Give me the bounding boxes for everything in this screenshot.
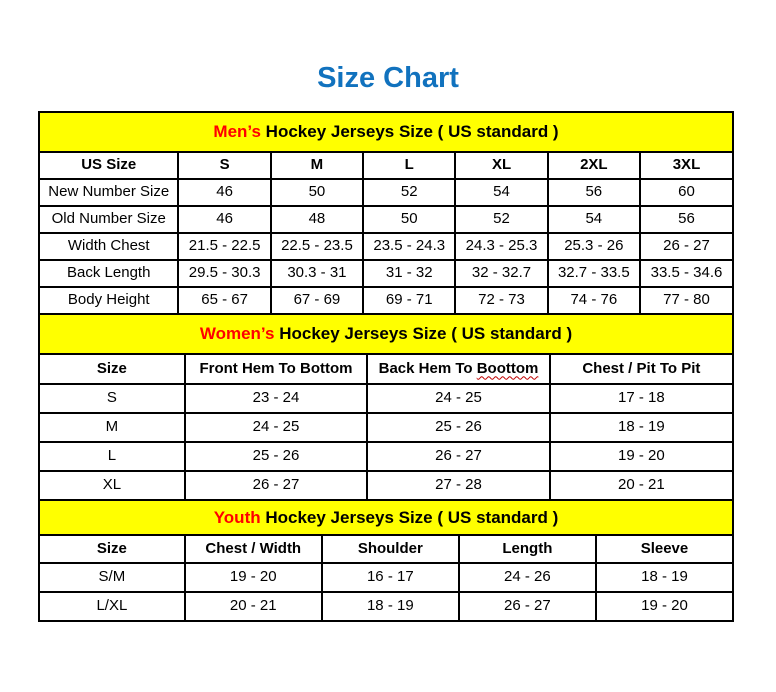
mens-size-value-cell: 56 xyxy=(548,179,640,206)
youth-data-row xyxy=(39,563,733,592)
womens-data-row xyxy=(39,442,733,471)
mens-size-value-cell: 52 xyxy=(363,179,455,206)
mens-row-label: New Number Size xyxy=(39,179,178,206)
mens-header-cell: US Size xyxy=(39,152,178,179)
mens-row-label: Old Number Size xyxy=(39,206,178,233)
youth-section-title xyxy=(39,500,733,535)
mens-size-value-cell: 77 - 80 xyxy=(640,287,733,314)
youth-header-cell: Chest / Width xyxy=(185,535,322,563)
womens-size-table xyxy=(38,313,734,501)
youth-size-value-cell: 19 - 20 xyxy=(185,563,322,592)
misspelled-word: Boottom xyxy=(476,359,539,377)
mens-header-row xyxy=(39,152,733,179)
youth-section-title-highlight: Youth xyxy=(213,507,261,527)
mens-data-row xyxy=(39,287,733,314)
youth-row-label: L/XL xyxy=(39,592,185,621)
mens-size-value-cell: 29.5 - 30.3 xyxy=(178,260,270,287)
youth-size-value-cell: 20 - 21 xyxy=(185,592,322,621)
womens-size-value-cell: 25 - 26 xyxy=(185,442,368,471)
mens-size-value-cell: 56 xyxy=(640,206,733,233)
mens-size-value-cell: 30.3 - 31 xyxy=(271,260,363,287)
mens-header-cell: L xyxy=(363,152,455,179)
mens-size-value-cell: 25.3 - 26 xyxy=(548,233,640,260)
womens-data-row xyxy=(39,471,733,500)
youth-header-cell: Length xyxy=(459,535,596,563)
mens-size-value-cell: 74 - 76 xyxy=(548,287,640,314)
youth-header-row xyxy=(39,535,733,563)
womens-size-value-cell: 27 - 28 xyxy=(367,471,550,500)
mens-size-value-cell: 32 - 32.7 xyxy=(455,260,547,287)
womens-header-cell: Front Hem To Bottom xyxy=(185,354,368,384)
womens-data-row xyxy=(39,384,733,413)
mens-header-cell: 3XL xyxy=(640,152,733,179)
mens-size-value-cell: 26 - 27 xyxy=(640,233,733,260)
size-tables xyxy=(38,111,734,622)
mens-data-row xyxy=(39,179,733,206)
womens-size-value-cell: 17 - 18 xyxy=(550,384,733,413)
mens-header-cell: XL xyxy=(455,152,547,179)
mens-size-value-cell: 65 - 67 xyxy=(178,287,270,314)
mens-size-value-cell: 31 - 32 xyxy=(363,260,455,287)
mens-size-value-cell: 54 xyxy=(548,206,640,233)
womens-size-value-cell: 26 - 27 xyxy=(367,442,550,471)
mens-section-title-rest: Hockey Jerseys Size ( US standard ) xyxy=(260,122,559,142)
mens-size-value-cell: 72 - 73 xyxy=(455,287,547,314)
mens-row-label: Width Chest xyxy=(39,233,178,260)
womens-band-row xyxy=(39,314,733,354)
youth-header-cell: Shoulder xyxy=(322,535,459,563)
mens-size-value-cell: 69 - 71 xyxy=(363,287,455,314)
youth-header-cell: Sleeve xyxy=(596,535,733,563)
youth-size-value-cell: 18 - 19 xyxy=(596,563,733,592)
mens-size-value-cell: 50 xyxy=(271,179,363,206)
youth-data-row xyxy=(39,592,733,621)
mens-row-label: Body Height xyxy=(39,287,178,314)
mens-data-row xyxy=(39,206,733,233)
mens-size-value-cell: 24.3 - 25.3 xyxy=(455,233,547,260)
mens-size-value-cell: 60 xyxy=(640,179,733,206)
mens-data-row xyxy=(39,260,733,287)
womens-section-title xyxy=(39,314,733,354)
mens-size-value-cell: 23.5 - 24.3 xyxy=(363,233,455,260)
mens-size-value-cell: 46 xyxy=(178,179,270,206)
youth-size-value-cell: 24 - 26 xyxy=(459,563,596,592)
womens-section-title-highlight: Women’s xyxy=(199,324,275,344)
womens-row-label: L xyxy=(39,442,185,471)
womens-data-row xyxy=(39,413,733,442)
youth-size-table xyxy=(38,499,734,622)
womens-header-row xyxy=(39,354,733,384)
womens-header-cell: Back Hem To Boottom xyxy=(367,354,550,384)
mens-size-value-cell: 50 xyxy=(363,206,455,233)
mens-header-cell: S xyxy=(178,152,270,179)
womens-size-value-cell: 24 - 25 xyxy=(185,413,368,442)
mens-header-cell: M xyxy=(271,152,363,179)
mens-size-value-cell: 48 xyxy=(271,206,363,233)
mens-size-value-cell: 33.5 - 34.6 xyxy=(640,260,733,287)
mens-size-value-cell: 21.5 - 22.5 xyxy=(178,233,270,260)
youth-size-value-cell: 26 - 27 xyxy=(459,592,596,621)
womens-size-value-cell: 18 - 19 xyxy=(550,413,733,442)
youth-size-value-cell: 19 - 20 xyxy=(596,592,733,621)
page-title: Size Chart xyxy=(317,62,459,94)
mens-size-value-cell: 22.5 - 23.5 xyxy=(271,233,363,260)
womens-size-value-cell: 25 - 26 xyxy=(367,413,550,442)
womens-row-label: S xyxy=(39,384,185,413)
womens-header-cell: Chest / Pit To Pit xyxy=(550,354,733,384)
youth-size-value-cell: 18 - 19 xyxy=(322,592,459,621)
womens-size-value-cell: 19 - 20 xyxy=(550,442,733,471)
womens-size-value-cell: 26 - 27 xyxy=(185,471,368,500)
youth-band-row xyxy=(39,500,733,535)
mens-section-title-highlight: Men’s xyxy=(213,122,261,142)
youth-row-label: S/M xyxy=(39,563,185,592)
mens-size-table xyxy=(38,111,734,315)
mens-size-value-cell: 52 xyxy=(455,206,547,233)
womens-size-value-cell: 23 - 24 xyxy=(185,384,368,413)
womens-size-value-cell: 24 - 25 xyxy=(367,384,550,413)
mens-band-row xyxy=(39,112,733,152)
mens-size-value-cell: 67 - 69 xyxy=(271,287,363,314)
womens-row-label: M xyxy=(39,413,185,442)
mens-row-label: Back Length xyxy=(39,260,178,287)
womens-header-cell: Size xyxy=(39,354,185,384)
youth-section-title-rest: Hockey Jerseys Size ( US standard ) xyxy=(260,507,559,527)
mens-size-value-cell: 32.7 - 33.5 xyxy=(548,260,640,287)
mens-size-value-cell: 46 xyxy=(178,206,270,233)
youth-size-value-cell: 16 - 17 xyxy=(322,563,459,592)
mens-header-cell: 2XL xyxy=(548,152,640,179)
mens-section-title xyxy=(39,112,733,152)
youth-header-cell: Size xyxy=(39,535,185,563)
womens-section-title-rest: Hockey Jerseys Size ( US standard ) xyxy=(274,324,573,344)
womens-row-label: XL xyxy=(39,471,185,500)
mens-size-value-cell: 54 xyxy=(455,179,547,206)
mens-data-row xyxy=(39,233,733,260)
womens-size-value-cell: 20 - 21 xyxy=(550,471,733,500)
